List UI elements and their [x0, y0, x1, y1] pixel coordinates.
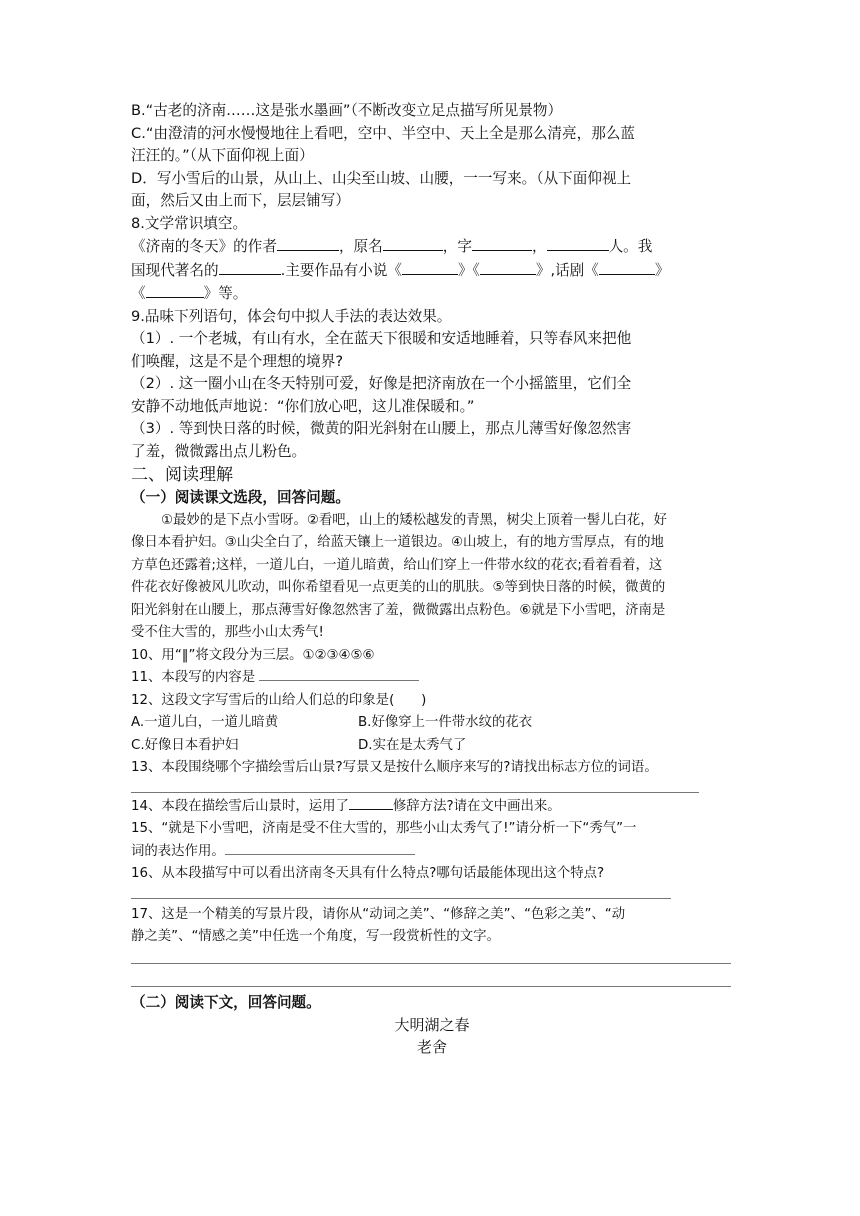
q8-text: 》等。 — [203, 285, 248, 302]
q11-line — [131, 667, 733, 690]
passage-line: 阳光斜射在山腰上，那点薄雪好像忽然害了羞，微微露出点粉色。⑥就是下小雪吧，济南是 — [131, 602, 666, 618]
passage-line: 像日本看护妇。③山尖全白了，给蓝天镶上一道银边。④山坡上，有的地方雪厚点，有的地 — [131, 535, 664, 550]
article-title: 大明湖之春 — [394, 1016, 470, 1034]
section-title-reading: 二、阅读理解 — [131, 465, 233, 485]
q8-title: 8.文学常识填空。 — [131, 214, 248, 232]
q7-option-c-line2: 汪汪的。”（从下面仰视上面） — [131, 147, 314, 164]
novel1-blank[interactable] — [402, 259, 458, 275]
courtesy-name-blank[interactable] — [472, 235, 532, 251]
q15-answer-blank[interactable] — [225, 841, 415, 855]
q9-sentence2-line2: 安静不动地低声地说：“你们放心吧，这儿准保暖和。” — [131, 397, 475, 415]
q14-text: 14、本段在描绘雪后山景时，运用了 — [131, 798, 349, 814]
passage-line: 受不住大雪的，那些小山太秀气! — [131, 625, 324, 640]
q17-answer-line-1[interactable] — [131, 949, 731, 964]
q8-text: 《 — [131, 285, 146, 302]
q7-option-d-line1: D．写小雪后的山景，从山上、山尖至山坡、山腰，一一写来。（从下面仰视上 — [131, 169, 632, 187]
q8-line3 — [131, 282, 733, 306]
passage-line: 方草色还露着;这样，一道儿白，一道儿暗黄，给山们穿上一件带水纹的花衣;看着看着，这 — [131, 557, 663, 573]
q9-title: 9.品味下列语句，体会句中拟人手法的表达效果。 — [131, 307, 452, 325]
q8-text: 《济南的冬天》的作者 — [131, 238, 277, 255]
worksheet-page — [131, 100, 733, 1058]
original-name-blank[interactable] — [383, 235, 443, 251]
novel2-blank[interactable] — [480, 259, 536, 275]
q17-text-line1: 17、这是一个精美的写景片段，请你从“动词之美”、“修辞之美”、“色彩之美”、“动 — [131, 906, 626, 922]
q12-options-row1 — [131, 712, 733, 735]
q8-text: ，字 — [442, 238, 472, 255]
q8-text: ，原名 — [338, 238, 383, 255]
q9-sentence3-line2: 了羞，微微露出点儿粉色。 — [131, 442, 307, 460]
q15-line2 — [131, 841, 733, 864]
q11-text: 11、本段写的内容是 — [131, 670, 256, 685]
q8-line2 — [131, 259, 733, 283]
q14-line — [131, 796, 733, 819]
author-blank[interactable] — [277, 235, 339, 251]
q10-text: 10、用“‖”将文段分为三层。①②③④⑤⑥ — [131, 647, 375, 663]
origin-blank[interactable] — [547, 235, 609, 251]
q14-text: 修辞方法?请在文中画出来。 — [392, 798, 561, 814]
q16-answer-line[interactable] — [131, 886, 671, 899]
q12-option-a[interactable]: A.一道儿白，一道儿暗黄 — [131, 715, 279, 730]
identity-blank[interactable] — [219, 259, 281, 275]
q8-text: 国现代著名的 — [131, 261, 219, 279]
q12-option-c[interactable]: C.好像日本看护妇 — [131, 737, 239, 753]
q12-text: 12、这段文字写雪后的山给人们总的印象是( ) — [131, 692, 427, 708]
q17-text-line2: 静之美”、“情感之美”中任选一个角度，写一段赏析性的文字。 — [131, 929, 500, 944]
q16-text: 16、从本段描写中可以看出济南冬天具有什么特点?哪句话最能体现出这个特点? — [131, 866, 605, 881]
q13-text: 13、本段围绕哪个字描绘雪后山景?写景又是按什么顺序来写的?请找出标志方位的词语。 — [131, 760, 658, 775]
q12-option-b[interactable]: B.好像穿上一件带水纹的花衣 — [358, 715, 533, 730]
q12-options-row2 — [131, 735, 733, 758]
q9-sentence2-line1: （2）. 这一圈小山在冬天特别可爱，好像是把济南放在一个小摇篮里，它们全 — [131, 375, 632, 392]
q15-text-line1: 15、“就是下小雪吧，济南是受不住大雪的，那些小山太秀气了!”请分析一下“秀气”一 — [131, 821, 637, 836]
q13-answer-line[interactable] — [131, 780, 699, 793]
q8-text: 人。我 — [608, 238, 653, 255]
work-blank[interactable] — [146, 282, 204, 298]
drama-blank[interactable] — [599, 259, 655, 275]
q8-text: 》《 — [457, 261, 480, 279]
q9-sentence1-line2: 们唤醒，这是不是个理想的境界? — [131, 352, 344, 370]
q17-answer-line-2[interactable] — [131, 964, 731, 987]
q7-option-c-line1: C.“由澄清的河水慢慢地往上看吧，空中、半空中、天上全是那么清亮，那么蓝 — [131, 124, 635, 142]
q8-text: ， — [531, 238, 547, 255]
q8-text: 》,话剧《 — [535, 261, 599, 279]
q11-answer-blank[interactable] — [259, 667, 419, 681]
q12-option-d[interactable]: D.实在是太秀气了 — [358, 737, 467, 753]
q8-text: 》 — [654, 261, 670, 279]
subsection-1-title: （一）阅读课文选段，回答问题。 — [131, 489, 350, 506]
q9-sentence3-line1: （3）. 等到快日落的时候，微黄的阳光斜射在山腰上，那点儿薄雪好像忽然害 — [131, 420, 632, 437]
q14-answer-blank[interactable] — [349, 796, 393, 810]
q15-text: 词的表达作用。 — [131, 843, 225, 859]
q7-option-d-line2: 面，然后又由上而下，层层铺写） — [131, 192, 350, 209]
article-author: 老舍 — [416, 1038, 447, 1056]
passage-line: 件花衣好像被风儿吹动，叫你希望看见一点更美的山的肌肤。⑤等到快日落的时候，微黄的 — [131, 580, 666, 595]
q8-line1 — [131, 235, 733, 259]
q7-option-b: B.“古老的济南……这是张水墨画”（不断改变立足点描写所见景物） — [131, 102, 563, 119]
subsection-2-title: （二）阅读下文，回答问题。 — [131, 993, 321, 1011]
passage-line: ①最妙的是下点小雪呀。②看吧，山上的矮松越发的青黑，树尖上顶着一髻儿白花，好 — [161, 512, 668, 528]
q8-text: .主要作品有小说《 — [280, 261, 402, 279]
q9-sentence1-line1: （1）. 一个老城，有山有水，全在蓝天下很暖和安适地睡着，只等春风来把他 — [131, 330, 632, 347]
